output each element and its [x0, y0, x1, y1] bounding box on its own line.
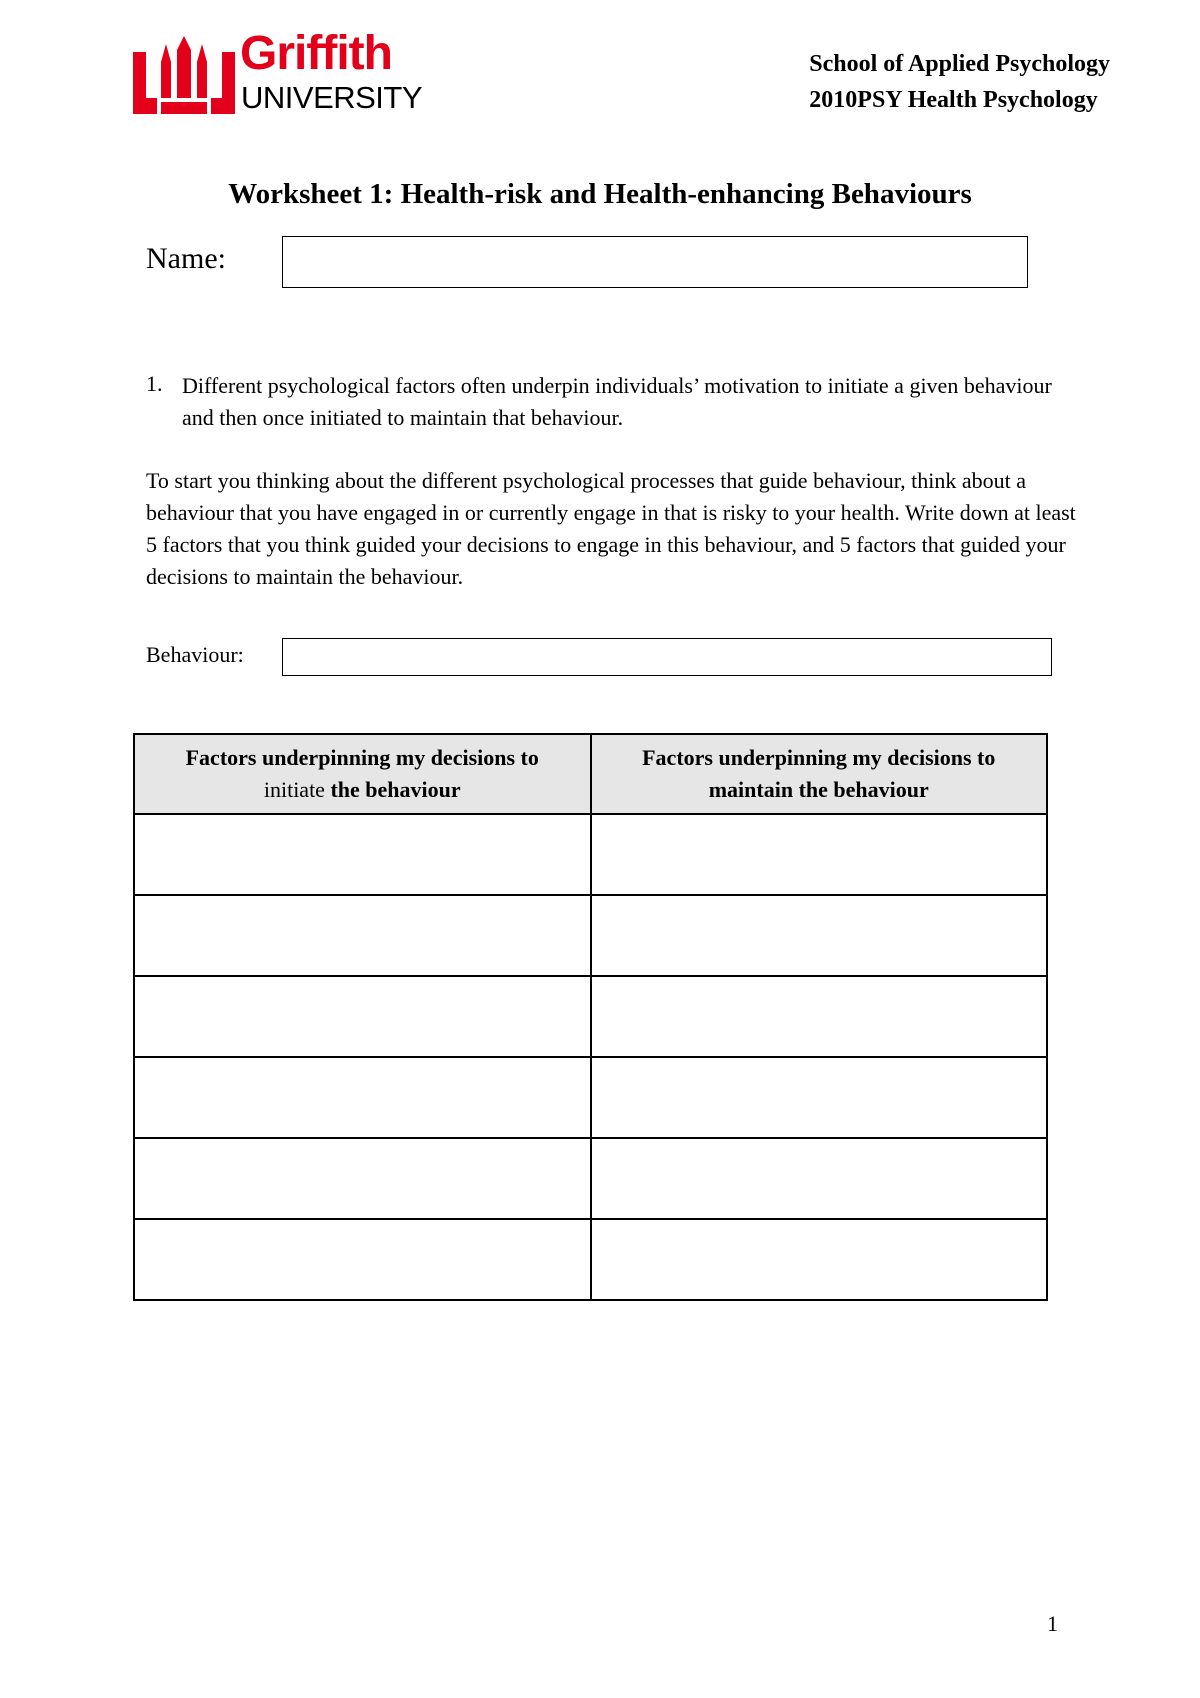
table-row	[134, 895, 1047, 976]
initiate-header-rest: the behaviour	[324, 777, 461, 802]
table-row	[134, 814, 1047, 895]
table-header-row	[134, 734, 1047, 814]
initiate-cell[interactable]	[134, 1219, 591, 1300]
question-text: Different psychological factors often underpin individuals’ motivation to initiate a given behaviour and then once initiated to maintain that behaviour.	[182, 373, 1052, 430]
behaviour-field[interactable]	[282, 638, 1052, 676]
header-info	[809, 46, 1110, 118]
logo-word-griffith: Griffith	[240, 27, 392, 80]
maintain-column-header	[591, 734, 1048, 814]
maintain-cell[interactable]	[591, 1138, 1048, 1219]
maintain-header-line1: Factors underpinning my decisions to	[642, 745, 996, 770]
initiate-cell[interactable]	[134, 814, 591, 895]
maintain-cell[interactable]	[591, 1057, 1048, 1138]
course-name: 2010PSY Health Psychology	[809, 87, 1098, 113]
table-row	[134, 1138, 1047, 1219]
table-row	[134, 1219, 1047, 1300]
instructions-paragraph: To start you thinking about the different psychological processes that guide behaviour, think about a behaviour that you have engaged in or currently engage in that is risky to your health. Write down at least 5 factors that you think guided your decisions to engage in this behaviour, and 5 factors that guided your decisions to maintain the behaviour.	[146, 468, 1076, 589]
behaviour-label: Behaviour:	[146, 642, 244, 667]
griffith-logo	[133, 27, 423, 115]
initiate-cell[interactable]	[134, 976, 591, 1057]
maintain-cell[interactable]	[591, 895, 1048, 976]
initiate-cell[interactable]	[134, 1057, 591, 1138]
griffith-emblem-icon	[133, 36, 235, 114]
table-row	[134, 1057, 1047, 1138]
name-label: Name:	[146, 242, 226, 275]
school-name: School of Applied Psychology	[809, 51, 1110, 77]
name-field[interactable]	[282, 236, 1028, 288]
table-row	[134, 976, 1047, 1057]
worksheet-title: Worksheet 1: Health-risk and Health-enhancing Behaviours	[228, 178, 972, 210]
maintain-header-line2: maintain the behaviour	[708, 777, 929, 802]
maintain-cell[interactable]	[591, 976, 1048, 1057]
initiate-cell[interactable]	[134, 895, 591, 976]
maintain-cell[interactable]	[591, 814, 1048, 895]
factors-table	[133, 733, 1048, 1301]
logo-word-university: UNIVERSITY	[241, 80, 423, 115]
maintain-cell[interactable]	[591, 1219, 1048, 1300]
initiate-header-keyword: initiate	[263, 777, 325, 802]
initiate-column-header	[134, 734, 591, 814]
initiate-cell[interactable]	[134, 1138, 591, 1219]
question-number: 1.	[146, 371, 163, 396]
page-number: 1	[1047, 1611, 1058, 1636]
initiate-header-line1: Factors underpinning my decisions to	[185, 745, 539, 770]
